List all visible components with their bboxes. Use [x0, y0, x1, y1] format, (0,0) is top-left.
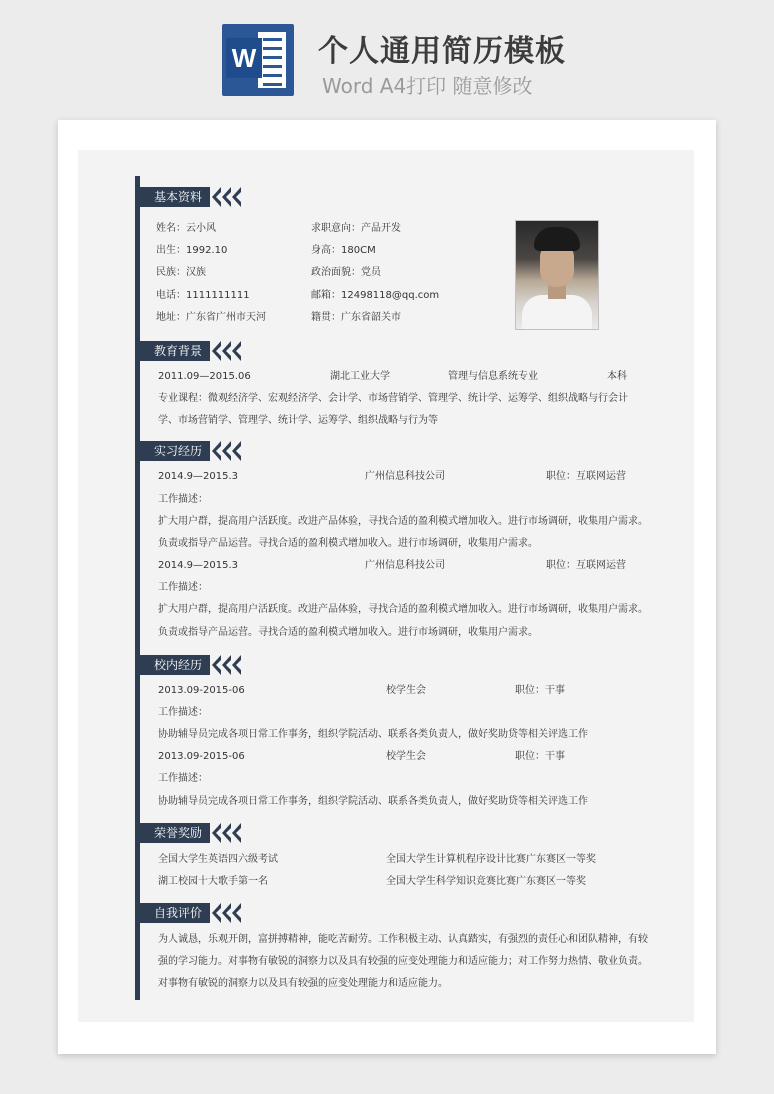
birth-field: 出生：1992.10 — [156, 245, 228, 256]
section-title: 自我评价 — [140, 903, 210, 923]
template-subtitle: Word A4打印 随意修改 — [322, 74, 533, 98]
name-field: 姓名：云小风 — [156, 223, 216, 234]
intern-desc: 扩大用户群，提高用户活跃度。改进产品体验，寻找合适的盈利模式增加收入。进行市场调研，收集用户需求。 — [158, 516, 648, 527]
template-title: 个人通用简历模板 — [318, 34, 566, 69]
intern-desc: 负责或指导产品运营。寻找合适的盈利模式增加收入。进行市场调研，收集用户需求。 — [158, 538, 538, 549]
profile-photo — [515, 220, 599, 330]
campus-desc-label: 工作描述： — [158, 707, 208, 718]
email-field: 邮箱：12498118@qq.com — [311, 290, 440, 301]
self-eval-text: 强的学习能力。对事物有敏锐的洞察力以及具有较强的应变处理能力和适应能力；对工作努力热情、敬业负责。 — [158, 956, 648, 967]
edu-school: 湖北工业大学 — [330, 371, 390, 382]
section-header-self — [140, 902, 242, 924]
timeline-bar — [135, 176, 140, 1000]
honor-item: 全国大学生英语四六级考试 — [158, 854, 278, 865]
word-icon — [222, 24, 294, 96]
honor-item: 全国大学生计算机程序设计比赛广东赛区一等奖 — [386, 854, 596, 865]
section-title: 校内经历 — [140, 655, 210, 675]
section-header-internship — [140, 440, 242, 462]
intern-period: 2014.9—2015.3 — [158, 471, 238, 482]
section-title: 教育背景 — [140, 341, 210, 361]
section-header-education — [140, 340, 242, 362]
chevron-icon — [212, 823, 242, 843]
intern-desc-label: 工作描述： — [158, 494, 208, 505]
header-banner — [0, 0, 774, 112]
politics-field: 政治面貌：党员 — [311, 267, 381, 278]
chevron-icon — [212, 441, 242, 461]
section-title: 实习经历 — [140, 441, 210, 461]
section-title: 荣誉奖励 — [140, 823, 210, 843]
chevron-icon — [212, 655, 242, 675]
self-eval-text: 为人诚恳，乐观开朗，富拼搏精神，能吃苦耐劳。工作积极主动、认真踏实，有强烈的责任心和团队精神，有较 — [158, 934, 648, 945]
honor-item: 全国大学生科学知识竞赛比赛广东赛区一等奖 — [386, 876, 586, 887]
ethnicity-field: 民族：汉族 — [156, 267, 206, 278]
chevron-icon — [212, 341, 242, 361]
intern-desc: 扩大用户群，提高用户活跃度。改进产品体验，寻找合适的盈利模式增加收入。进行市场调研，收集用户需求。 — [158, 604, 648, 615]
campus-desc: 协助辅导员完成各项日常工作事务，组织学院活动、联系各类负责人，做好奖助贷等相关评选工作 — [158, 729, 588, 740]
intern-position: 职位：互联网运营 — [546, 471, 626, 482]
origin-field: 籍贯：广东省韶关市 — [311, 312, 401, 323]
intern-company: 广州信息科技公司 — [365, 560, 445, 571]
campus-org: 校学生会 — [386, 685, 426, 696]
campus-desc-label: 工作描述： — [158, 773, 208, 784]
campus-position: 职位：干事 — [515, 751, 565, 762]
campus-period: 2013.09-2015-06 — [158, 751, 245, 762]
intent-field: 求职意向：产品开发 — [311, 223, 401, 234]
phone-field: 电话：1111111111 — [156, 290, 250, 301]
chevron-icon — [212, 187, 242, 207]
self-eval-text: 对事物有敏锐的洞察力以及具有较强的应变处理能力和适应能力。 — [158, 978, 448, 989]
section-header-basic — [140, 186, 242, 208]
intern-desc: 负责或指导产品运营。寻找合适的盈利模式增加收入。进行市场调研，收集用户需求。 — [158, 627, 538, 638]
campus-period: 2013.09-2015-06 — [158, 685, 245, 696]
edu-courses: 学、市场营销学、管理学、统计学、运筹学、组织战略与行为等 — [158, 415, 438, 426]
campus-desc: 协助辅导员完成各项日常工作事务，组织学院活动、联系各类负责人，做好奖助贷等相关评选工作 — [158, 796, 588, 807]
section-title: 基本资料 — [140, 187, 210, 207]
campus-org: 校学生会 — [386, 751, 426, 762]
section-header-honors — [140, 822, 242, 844]
height-field: 身高：180CM — [311, 245, 376, 256]
intern-period: 2014.9—2015.3 — [158, 560, 238, 571]
address-field: 地址：广东省广州市天河 — [156, 312, 266, 323]
edu-degree: 本科 — [607, 371, 627, 382]
word-logo-letter: W — [226, 38, 262, 78]
section-header-campus — [140, 654, 242, 676]
edu-major: 管理与信息系统专业 — [448, 371, 538, 382]
campus-position: 职位：干事 — [515, 685, 565, 696]
honor-item: 湖工校园十大歌手第一名 — [158, 876, 268, 887]
edu-period: 2011.09—2015.06 — [158, 371, 251, 382]
edu-courses: 专业课程：微观经济学、宏观经济学、会计学、市场营销学、管理学、统计学、运筹学、组织战略与行会计 — [158, 393, 628, 404]
intern-company: 广州信息科技公司 — [365, 471, 445, 482]
intern-desc-label: 工作描述： — [158, 582, 208, 593]
chevron-icon — [212, 903, 242, 923]
intern-position: 职位：互联网运营 — [546, 560, 626, 571]
